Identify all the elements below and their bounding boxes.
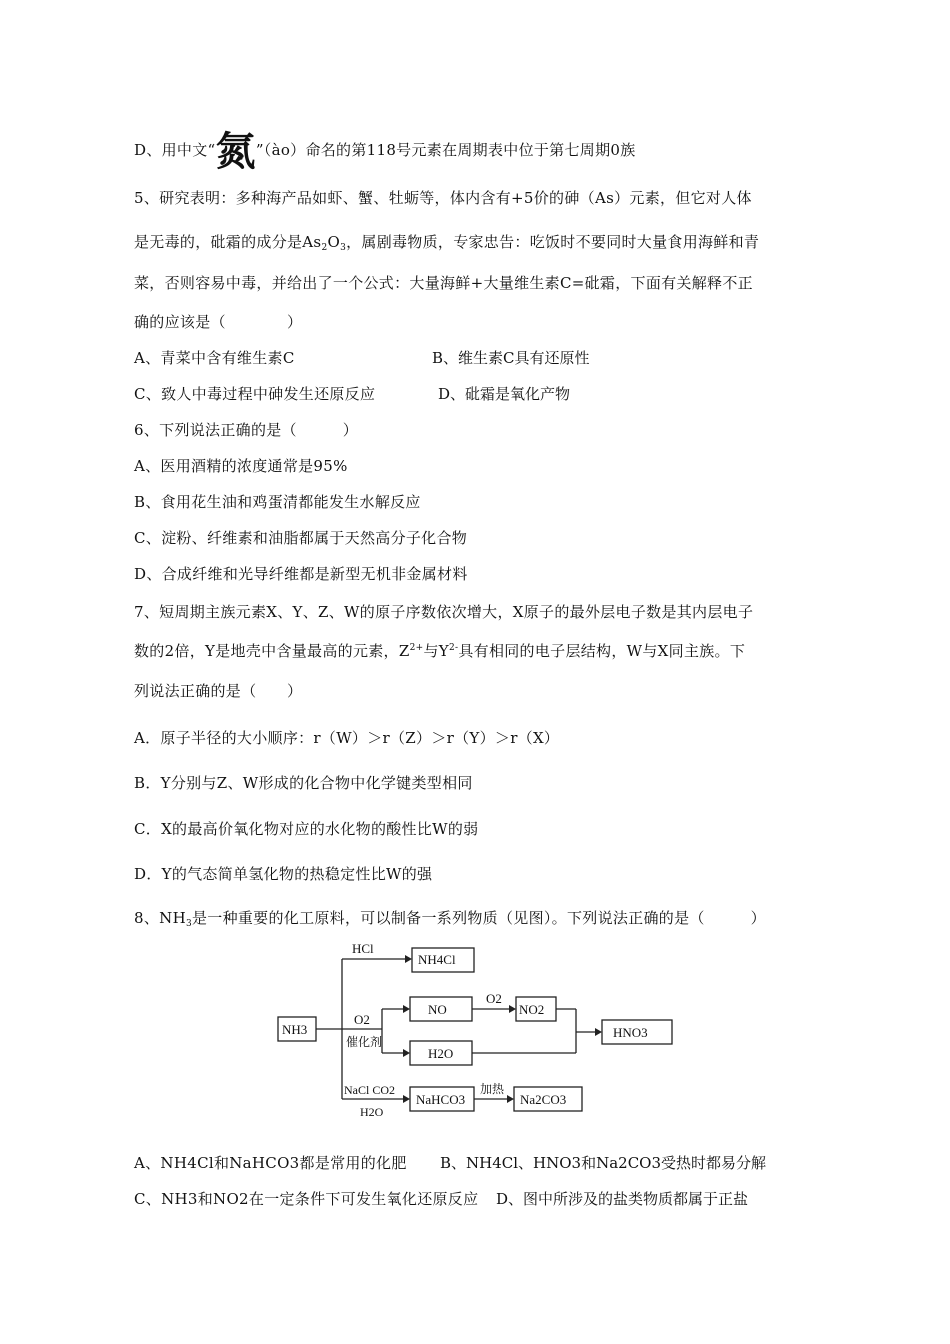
q5-option-b: B、维生素C具有还原性	[432, 349, 590, 367]
sub-3: 3	[340, 243, 347, 253]
q7-stem-line-2	[134, 641, 745, 661]
q8-option-a: A、NH4Cl和NaHCO3都是常用的化肥	[134, 1154, 407, 1172]
q5-stem-2b: O	[327, 233, 341, 251]
label-heat: 加热	[480, 1082, 505, 1096]
sub-3: 3	[185, 919, 192, 929]
q8-stem	[134, 908, 766, 928]
q6-option-b: B、食用花生油和鸡蛋清都能发生水解反应	[134, 493, 421, 511]
q7-stem-line-1: 7、短周期主族元素X、Y、Z、W的原子序数依次增大，X原子的最外层电子数是其内层电子	[134, 603, 754, 621]
q5-stem-line-3: 菜，否则容易中毒，并给出了一个公式：大量海鲜+大量维生素C=砒霜，下面有关解释不正	[134, 274, 753, 292]
label-h2o: H2O	[428, 1046, 454, 1061]
q7-stem-2a: 数的2倍，Y是地壳中含量最高的元素，Z	[134, 642, 410, 660]
q8-stem-a: 8、NH	[134, 909, 186, 927]
reaction-flow-diagram	[270, 935, 690, 1125]
label-no2: NO2	[519, 1002, 545, 1017]
q5-stem-2a: 是无毒的，砒霜的成分是As	[134, 233, 322, 251]
q7-option-b: B．Y分别与Z、W形成的化合物中化学键类型相同	[134, 774, 473, 792]
q6-option-d: D、合成纤维和光导纤维都是新型无机非金属材料	[134, 565, 468, 583]
label-nahco3: NaHCO3	[416, 1092, 466, 1107]
q5-stem-2c: ，属剧毒物质，专家忠告：吃饭时不要同时大量食用海鲜和青	[346, 233, 760, 251]
element-118-character: 氮	[215, 128, 256, 175]
sub-2: 2	[321, 243, 328, 253]
label-h2o-condition: H2O	[360, 1105, 384, 1119]
q8-stem-b: 是一种重要的化工原料，可以制备一系列物质（见图）。下列说法正确的是（ ）	[191, 909, 766, 927]
q5-stem-line-2	[134, 232, 759, 252]
label-nh3: NH3	[282, 1022, 308, 1037]
q5-option-c: C、致人中毒过程中砷发生还原反应	[134, 385, 376, 403]
label-catalyst: 催化剂	[346, 1035, 383, 1049]
q4-d-prefix: D、用中文“	[134, 141, 216, 159]
q8-option-c: C、NH3和NO2在一定条件下可发生氧化还原反应	[134, 1190, 479, 1208]
q5-option-d: D、砒霜是氧化产物	[438, 385, 571, 403]
label-o2: O2	[354, 1012, 370, 1027]
label-no: NO	[428, 1002, 447, 1017]
q7-option-a: A．原子半径的大小顺序：r（W）＞r（Z）＞r（Y）＞r（X）	[134, 729, 560, 747]
q4-option-d	[134, 128, 636, 175]
q8-option-b: B、NH4Cl、HNO3和Na2CO3受热时都易分解	[440, 1154, 767, 1172]
q6-option-c: C、淀粉、纤维素和油脂都属于天然高分子化合物	[134, 529, 468, 547]
label-na2co3: Na2CO3	[520, 1092, 567, 1107]
q5-option-a: A、青菜中含有维生素C	[134, 349, 295, 367]
q7-stem-line-3: 列说法正确的是（ ）	[134, 682, 303, 700]
q7-option-d: D．Y的气态简单氢化物的热稳定性比W的强	[134, 865, 433, 883]
y-charge-sup: 2-	[448, 643, 459, 653]
q7-stem-2c: 具有相同的电子层结构，W与X同主族。下	[458, 642, 746, 660]
q5-stem-line-1: 5、研究表明：多种海产品如虾、蟹、牡蛎等，体内含有+5价的砷（As）元素，但它对人体	[134, 189, 752, 207]
q6-stem: 6、下列说法正确的是（ ）	[134, 421, 359, 439]
label-o2-arrow: O2	[486, 991, 502, 1006]
q5-stem-line-4: 确的应该是（ ）	[134, 313, 303, 331]
label-hno3: HNO3	[613, 1025, 648, 1040]
q6-option-a: A、医用酒精的浓度通常是95%	[134, 457, 348, 475]
q8-option-d: D、图中所涉及的盐类物质都属于正盐	[496, 1190, 749, 1208]
label-nh4cl: NH4Cl	[418, 952, 456, 967]
label-hcl: HCl	[352, 941, 374, 956]
z-charge-sup: 2+	[409, 643, 424, 653]
q7-stem-2b: 与Y	[423, 642, 449, 660]
q7-option-c: C．X的最高价氧化物对应的水化物的酸性比W的弱	[134, 820, 479, 838]
q4-d-suffix: ”（ào）命名的第118号元素在周期表中位于第七周期0族	[255, 141, 636, 159]
label-nacl-co2: NaCl CO2	[344, 1083, 395, 1097]
